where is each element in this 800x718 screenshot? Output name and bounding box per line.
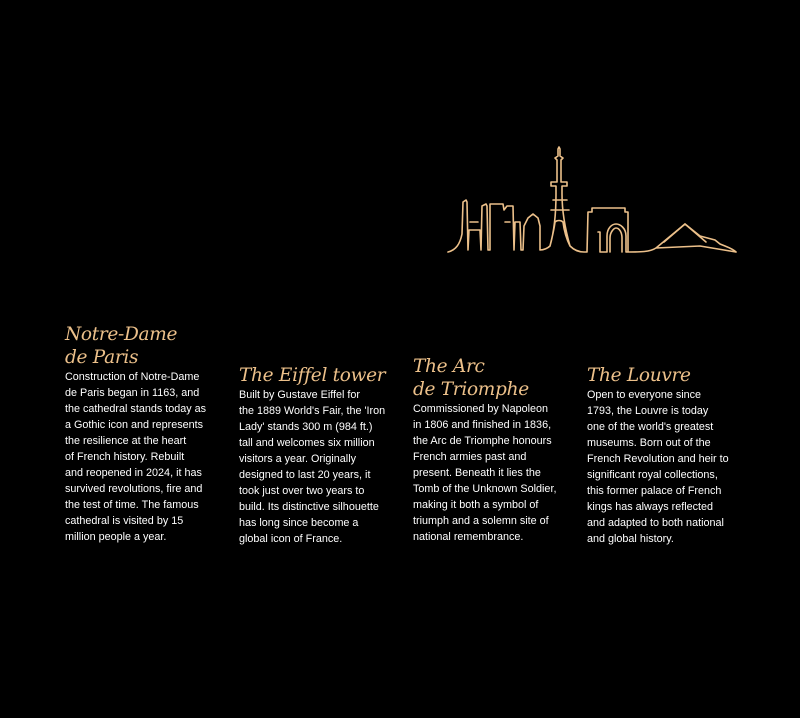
- landmark-louvre: [587, 364, 757, 547]
- landmark-title: The Arc de Triomphe: [413, 356, 529, 400]
- landmark-arc-de-triomphe: [413, 355, 583, 545]
- skyline-continuous-line: [448, 147, 736, 252]
- landmark-description: Construction of Notre-Dame de Paris began in 1163, and the cathedral stands today as a Gothic icon and represents the resilience at the heart of French history. Rebuilt and reopened in 2024, it has survived revolutions, fire and the test of time. The famous cathedral is visited by 15 million people a year.: [65, 371, 207, 543]
- landmark-description: Commissioned by Napoleon in 1806 and finished in 1836, the Arc de Triomphe honours French armies past and present. Beneath it lies the Tomb of the Unknown Soldier, making it both a symbol of triumph and a solemn site of national remembrance.: [413, 403, 557, 543]
- landmark-description: Open to everyone since 1793, the Louvre is today one of the world's greatest museums. Born out of the French Revolution and heir to significant royal collections, this former palace of French kings has always reflected and adapted to both national and global history.: [587, 389, 729, 545]
- louvre-pyramid-lines: [664, 224, 706, 242]
- landmark-description: Built by Gustave Eiffel for the 1889 World's Fair, the 'Iron Lady' stands 300 m (984 ft.) tall and welcomes six million visitors a year. Originally designed to last 20 years, it took just over two years to build. Its distinctive silhouette has long since become a global icon of France.: [239, 389, 386, 545]
- eiffel-tower-lines: [551, 200, 569, 210]
- arc-de-triomphe-lines: [610, 228, 622, 252]
- landmark-title: The Eiffel tower: [239, 365, 386, 386]
- landmark-title: Notre-Dame de Paris: [65, 324, 178, 368]
- landmark-notre-dame: [65, 323, 235, 545]
- landmark-eiffel-tower: [239, 364, 409, 547]
- landmark-title: The Louvre: [587, 365, 691, 386]
